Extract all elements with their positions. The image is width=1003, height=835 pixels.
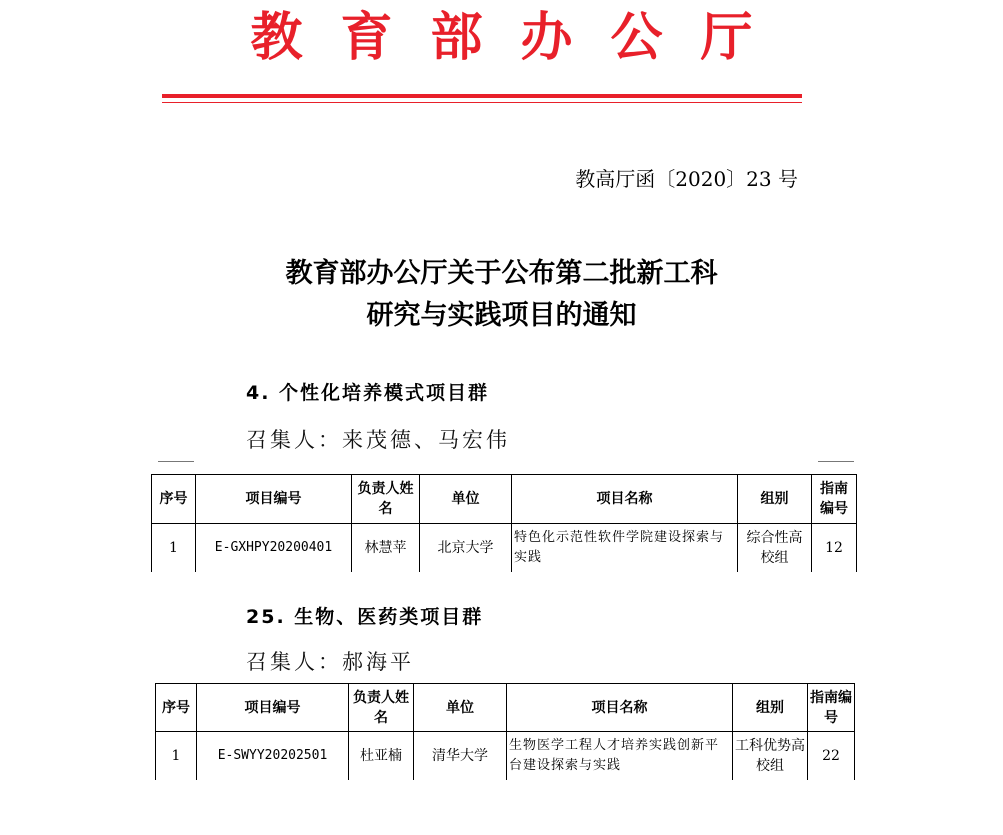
letterhead-rule-thin — [162, 102, 802, 103]
letterhead-rule-thick — [162, 94, 802, 98]
row-guide-number: 12 — [812, 524, 857, 572]
table-row — [152, 524, 857, 572]
document-title-line-2: 研究与实践项目的通知 — [366, 300, 637, 331]
column-header: 指南编号 — [812, 475, 857, 524]
section-heading: 4. 个性化培养模式项目群 — [246, 382, 490, 404]
column-header: 序号 — [152, 475, 196, 524]
section-heading: 25. 生物、医药类项目群 — [246, 606, 484, 628]
table-row — [156, 732, 855, 780]
column-header: 项目编号 — [196, 475, 352, 524]
row-index: 1 — [156, 732, 197, 780]
column-header: 项目名称 — [507, 684, 733, 732]
column-header: 项目名称 — [512, 475, 738, 524]
row-index: 1 — [152, 524, 196, 572]
row-leader: 林慧苹 — [352, 524, 420, 572]
project-table — [151, 474, 857, 572]
row-leader: 杜亚楠 — [349, 732, 414, 780]
table-header-row — [156, 684, 855, 732]
column-header: 负责人姓名 — [349, 684, 414, 732]
column-header: 指南编号 — [808, 684, 855, 732]
project-table — [155, 683, 855, 780]
letterhead-title: 教育部办公厅 — [250, 7, 791, 68]
row-unit: 清华大学 — [414, 732, 507, 780]
page-corner-mark — [818, 461, 854, 472]
column-header: 项目编号 — [197, 684, 349, 732]
row-unit: 北京大学 — [420, 524, 512, 572]
section-convener: 召集人：郝海平 — [246, 650, 414, 674]
row-project-name: 特色化示范性软件学院建设探索与实践 — [512, 524, 738, 572]
row-guide-number: 22 — [808, 732, 855, 780]
column-header: 单位 — [420, 475, 512, 524]
row-group: 工科优势高校组 — [733, 732, 808, 780]
row-project-id: E-SWYY20202501 — [197, 732, 349, 780]
table-header-row — [152, 475, 857, 524]
column-header: 组别 — [733, 684, 808, 732]
column-header: 序号 — [156, 684, 197, 732]
section-convener: 召集人：来茂德、马宏伟 — [246, 428, 510, 452]
column-header: 单位 — [414, 684, 507, 732]
column-header: 负责人姓名 — [352, 475, 420, 524]
row-project-id: E-GXHPY20200401 — [196, 524, 352, 572]
column-header: 组别 — [738, 475, 812, 524]
document-title-line-1: 教育部办公厅关于公布第二批新工科 — [285, 258, 718, 289]
row-group: 综合性高校组 — [738, 524, 812, 572]
document-number: 教高厅函〔2020〕23 号 — [575, 167, 798, 191]
page-corner-mark — [158, 461, 194, 472]
row-project-name: 生物医学工程人才培养实践创新平台建设探索与实践 — [507, 732, 733, 780]
